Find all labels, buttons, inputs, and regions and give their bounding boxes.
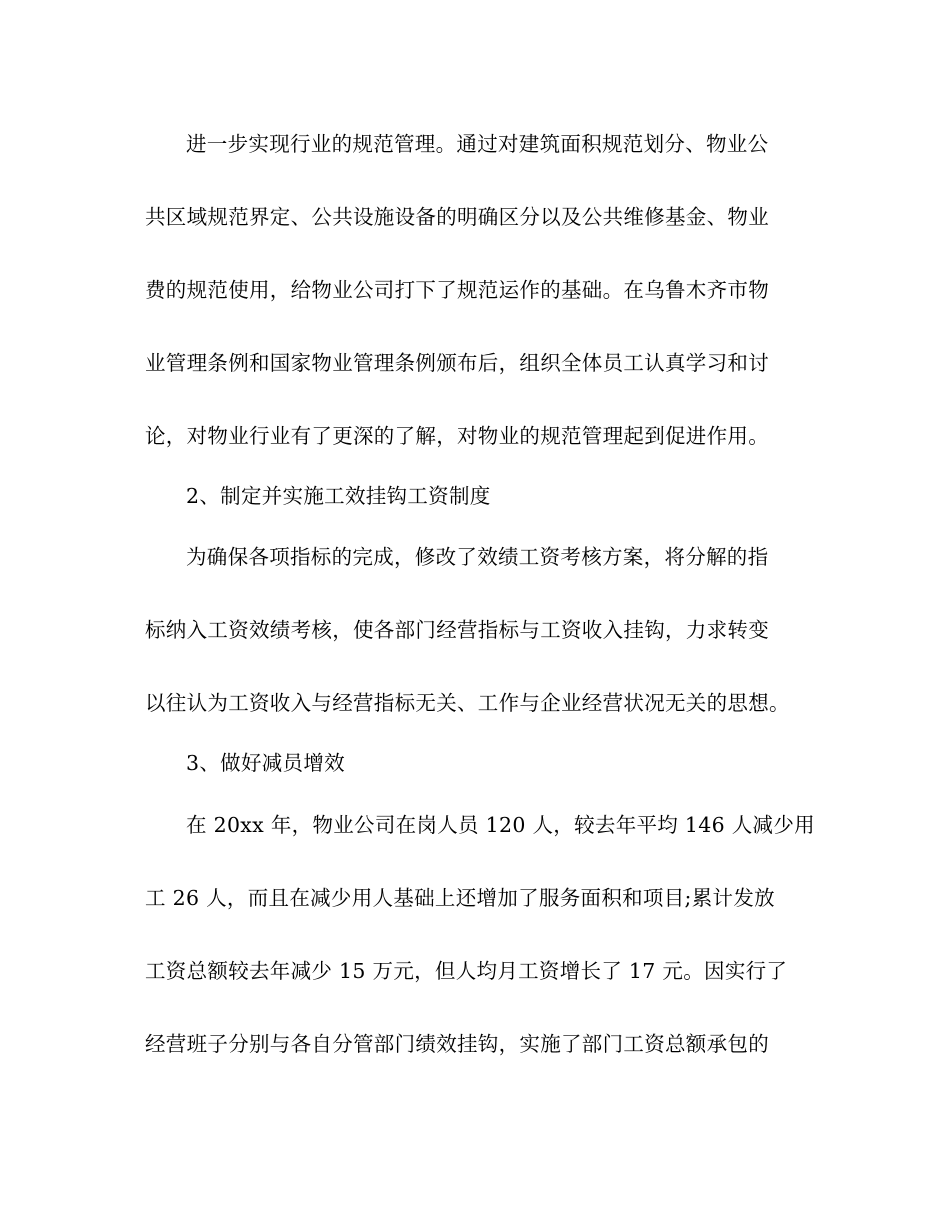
- paragraph-line: 进一步实现行业的规范管理。通过对建筑面积规范划分、物业公: [186, 132, 769, 156]
- paragraph-line: 论，对物业行业有了更深的了解，对物业的规范管理起到促进作用。: [145, 424, 769, 448]
- paragraph-line: 经营班子分别与各自分管部门绩效挂钩，实施了部门工资总额承包的: [145, 1032, 769, 1056]
- paragraph-line: 标纳入工资效绩考核，使各部门经营指标与工资收入挂钩，力求转变: [145, 618, 769, 642]
- paragraph-line: 工资总额较去年减少 15 万元，但人均月工资增长了 17 元。因实行了: [145, 959, 788, 983]
- paragraph-line: 工 26 人，而且在减少用人基础上还增加了服务面积和项目;累计发放: [145, 886, 775, 910]
- paragraph-line: 共区域规范界定、公共设施设备的明确区分以及公共维修基金、物业: [145, 205, 769, 229]
- section-heading: 2、制定并实施工效挂钩工资制度: [186, 484, 491, 508]
- paragraph-line: 以往认为工资收入与经营指标无关、工作与企业经营状况无关的思想。: [145, 691, 790, 715]
- paragraph-line: 在 20xx 年，物业公司在岗人员 120 人，较去年平均 146 人减少用: [186, 813, 815, 837]
- paragraph-line: 为确保各项指标的完成，修改了效绩工资考核方案，将分解的指: [186, 545, 769, 569]
- section-heading: 3、做好减员增效: [186, 751, 345, 775]
- paragraph-line: 业管理条例和国家物业管理条例颁布后，组织全体员工认真学习和讨: [145, 351, 769, 375]
- paragraph-line: 费的规范使用，给物业公司打下了规范运作的基础。在乌鲁木齐市物: [145, 278, 769, 302]
